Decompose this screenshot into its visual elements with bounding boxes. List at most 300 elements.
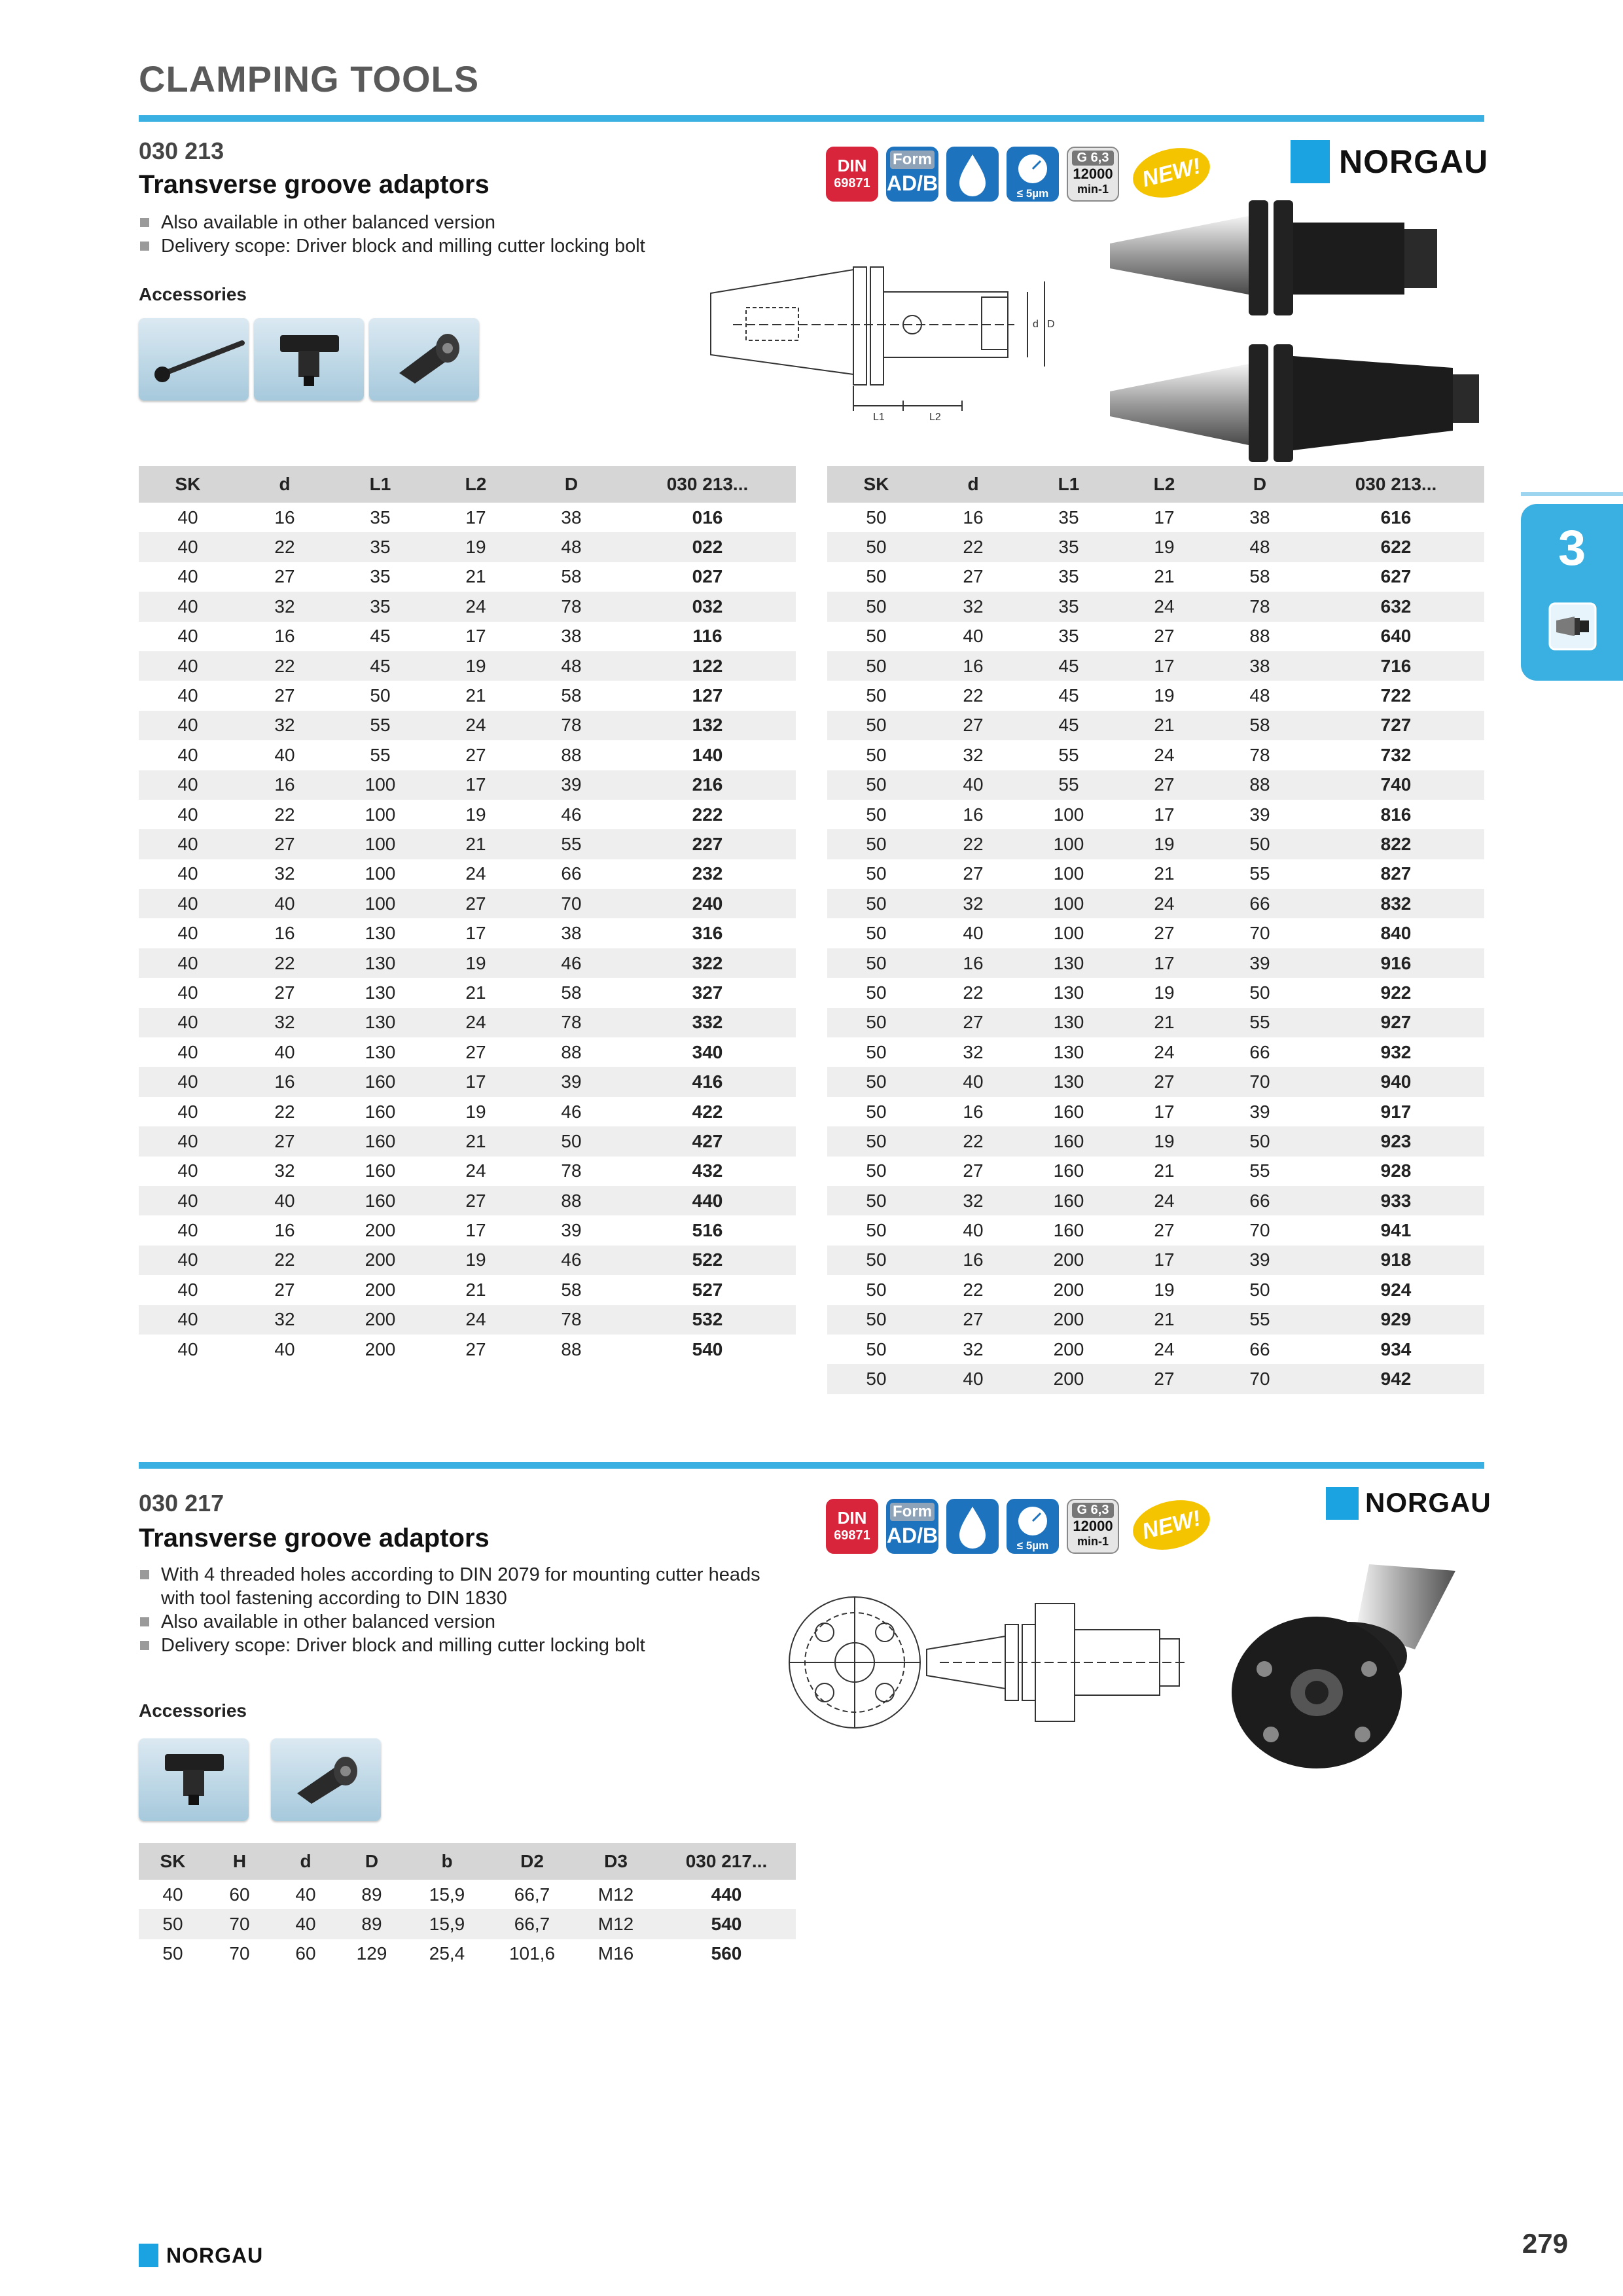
table-row — [827, 770, 1484, 800]
table-row — [827, 829, 1484, 859]
table-cell: 70 — [1212, 1364, 1308, 1393]
column-header: SK — [139, 466, 237, 503]
table-cell: 40 — [177, 923, 198, 944]
table-cell: 50 — [1249, 982, 1270, 1003]
table-cell: 70 — [1249, 923, 1270, 944]
table-cell: 40 — [237, 889, 332, 918]
table-cell: 17 — [465, 507, 486, 528]
driver-block-icon — [254, 318, 364, 401]
table-cell: 101,6 — [508, 1943, 556, 1964]
form-adb-badge — [886, 147, 938, 202]
table-cell: 130 — [332, 1008, 428, 1037]
table-cell: 40 — [139, 770, 237, 800]
table-cell: 50 — [827, 592, 925, 621]
order-code-cell: 227 — [619, 829, 796, 859]
table-cell: 40 — [162, 1884, 183, 1905]
order-code-cell: 727 — [1308, 711, 1484, 740]
order-code-cell: 929 — [1308, 1305, 1484, 1335]
order-code-cell: 632 — [1308, 592, 1484, 621]
table-cell: 21 — [465, 566, 486, 587]
table-cell: 24 — [1116, 889, 1212, 918]
column-header: SK — [139, 1843, 207, 1880]
table-cell: 40 — [177, 1041, 198, 1062]
table-row — [827, 1067, 1484, 1096]
section1-bullets — [139, 211, 728, 258]
order-code-cell: 422 — [692, 1101, 723, 1122]
table-cell: 160 — [332, 1186, 428, 1215]
table-cell: 40 — [139, 889, 237, 918]
page-number: 279 — [1522, 2228, 1568, 2259]
table-cell: 50 — [866, 507, 887, 528]
table-cell: 58 — [561, 982, 582, 1003]
table-cell: 55 — [1249, 1160, 1270, 1181]
table-row — [827, 859, 1484, 889]
table-cell: 40 — [177, 1220, 198, 1241]
table-cell: 27 — [237, 829, 332, 859]
table-cell: 35 — [370, 507, 391, 528]
order-code-cell: 316 — [692, 923, 723, 944]
table-cell: 60 — [295, 1943, 316, 1964]
order-code-cell: 427 — [619, 1126, 796, 1156]
table-cell: 27 — [925, 1305, 1021, 1335]
table-cell: 40 — [139, 1305, 237, 1335]
table-cell: 50 — [866, 923, 887, 944]
table-cell: 24 — [465, 863, 486, 884]
table-cell: 40 — [139, 651, 237, 681]
accessory-driver-block[interactable] — [139, 1738, 249, 1821]
table-cell: 50 — [827, 1246, 925, 1275]
table-row — [827, 562, 1484, 592]
column-header: D — [339, 1843, 404, 1880]
order-code-cell: 416 — [619, 1067, 796, 1096]
table-cell: 19 — [1116, 1126, 1212, 1156]
table-cell: 22 — [237, 1246, 332, 1275]
accessory-locking-bolt[interactable] — [271, 1738, 381, 1821]
section2-code: 030 217 — [139, 1490, 224, 1516]
table-cell: 27 — [465, 1338, 486, 1359]
table-cell: 16 — [963, 507, 984, 528]
table-cell: 160 — [1053, 1101, 1084, 1122]
table-cell: 19 — [428, 651, 524, 681]
column-header: 030 213... — [1308, 466, 1484, 503]
table-row — [827, 1305, 1484, 1335]
table-cell: 88 — [561, 1041, 582, 1062]
balance-line2: 12000 — [1073, 1518, 1113, 1534]
table-cell: 78 — [1212, 592, 1308, 621]
table-cell: 45 — [332, 651, 428, 681]
table-cell: 27 — [963, 566, 984, 587]
table-cell: 22 — [925, 532, 1021, 562]
table-cell: 55 — [1249, 863, 1270, 884]
table-row — [827, 651, 1484, 681]
balance-line1: G 6,3 — [1072, 151, 1114, 166]
table-cell: 70 — [524, 889, 619, 918]
table-cell: 50 — [162, 1943, 183, 1964]
dim-L1: L1 — [873, 412, 885, 423]
balance-line2: 12000 — [1073, 166, 1113, 182]
table-row — [827, 622, 1484, 651]
form-adb-badge — [886, 1499, 938, 1554]
table-cell: 19 — [428, 948, 524, 978]
order-code-cell: 027 — [692, 566, 723, 587]
table-cell: 160 — [1053, 1160, 1084, 1181]
table-cell: 160 — [1021, 1126, 1116, 1156]
section1-accessories-label: Accessories — [139, 284, 247, 304]
table-row — [139, 800, 796, 829]
table-row — [139, 503, 796, 532]
table-cell: 50 — [866, 685, 887, 706]
table-cell: 100 — [365, 804, 396, 825]
table-cell: 55 — [524, 829, 619, 859]
table-cell: 130 — [365, 982, 396, 1003]
section2-product-photo — [1219, 1558, 1467, 1780]
column-header: D3 — [575, 1843, 657, 1880]
table-cell: 32 — [925, 889, 1021, 918]
dim-d: d — [1033, 319, 1039, 330]
section1-code: 030 213 — [139, 137, 224, 164]
table-cell: 27 — [1154, 626, 1175, 647]
order-code-cell: 032 — [619, 592, 796, 621]
table-cell: 32 — [963, 744, 984, 765]
section1-title: Transverse groove adaptors — [139, 170, 490, 199]
footer-brand: NORGAU — [166, 2244, 264, 2267]
table-cell: 45 — [1058, 685, 1079, 706]
table-row — [139, 918, 796, 948]
table-cell: 40 — [963, 923, 984, 944]
table-cell: 100 — [1021, 829, 1116, 859]
table-cell: 40 — [925, 770, 1021, 800]
table-cell: 58 — [561, 566, 582, 587]
table-cell: 100 — [1053, 923, 1084, 944]
order-code-cell: 941 — [1380, 1220, 1412, 1241]
order-code-cell: 116 — [692, 626, 722, 647]
table-row — [139, 948, 796, 978]
table-cell: 70 — [1212, 1067, 1308, 1096]
order-code-cell: 022 — [619, 532, 796, 562]
table-row — [827, 592, 1484, 621]
table-cell: 38 — [561, 507, 582, 528]
table-cell: 50 — [524, 1126, 619, 1156]
table-header-row — [827, 466, 1484, 503]
table-cell: 15,9 — [404, 1909, 490, 1939]
table-cell: 50 — [827, 1186, 925, 1215]
table-cell: 16 — [925, 1246, 1021, 1275]
table-cell: 48 — [1212, 532, 1308, 562]
table-cell: 40 — [177, 1160, 198, 1181]
table-row — [139, 889, 796, 918]
order-code-cell: 522 — [619, 1246, 796, 1275]
column-header: D — [524, 466, 619, 503]
form-line1: Form — [890, 1503, 935, 1521]
order-code-cell: 516 — [692, 1220, 723, 1241]
section2-accessories-label: Accessories — [139, 1700, 247, 1721]
table-cell: 130 — [1021, 948, 1116, 978]
table-row — [139, 1215, 796, 1245]
table-cell: 200 — [332, 1305, 428, 1335]
table-row — [827, 889, 1484, 918]
table-cell: 130 — [365, 1041, 396, 1062]
table-row — [827, 918, 1484, 948]
table-cell: 66 — [1249, 1338, 1270, 1359]
table-cell: 32 — [237, 592, 332, 621]
table-cell: 16 — [274, 1220, 295, 1241]
header-rule — [139, 115, 1484, 122]
new-label: NEW! — [1139, 153, 1204, 192]
locking-bolt-icon — [271, 1738, 381, 1821]
table-cell: 50 — [827, 1067, 925, 1096]
table-cell: 27 — [274, 982, 295, 1003]
table-cell: 40 — [139, 532, 237, 562]
table-cell: 46 — [561, 804, 582, 825]
driver-block-icon — [139, 1738, 249, 1821]
table-cell: 58 — [561, 685, 582, 706]
table-cell: 88 — [1212, 770, 1308, 800]
table-cell: 19 — [465, 804, 486, 825]
order-code-cell: 827 — [1380, 863, 1412, 884]
table-cell: 35 — [1021, 592, 1116, 621]
order-code-cell: 722 — [1380, 685, 1412, 706]
table-cell: 66 — [1212, 1186, 1308, 1215]
table-cell: 39 — [1249, 804, 1270, 825]
table-cell: 21 — [1154, 566, 1175, 587]
table-cell: 16 — [274, 626, 295, 647]
table-cell: 100 — [365, 863, 396, 884]
brand-name: NORGAU — [1365, 1487, 1491, 1518]
table-cell: 130 — [1053, 982, 1084, 1003]
table-cell: 50 — [1249, 1279, 1270, 1300]
table-cell: 35 — [332, 532, 428, 562]
table-cell: 22 — [925, 1126, 1021, 1156]
table-cell: 50 — [827, 1126, 925, 1156]
table-cell: 16 — [963, 804, 984, 825]
table-cell: 22 — [274, 1101, 295, 1122]
table-cell: 40 — [274, 1338, 295, 1359]
table-cell: 19 — [465, 1101, 486, 1122]
chapter-tab[interactable] — [1521, 504, 1623, 681]
order-code-cell: 816 — [1380, 804, 1412, 825]
table-cell: 50 — [866, 982, 887, 1003]
table-row — [827, 800, 1484, 829]
order-code-cell: 016 — [692, 507, 723, 528]
order-code-cell: 917 — [1380, 1101, 1412, 1122]
column-header: SK — [827, 466, 925, 503]
table-cell: 40 — [139, 1246, 237, 1275]
table-cell: 32 — [963, 1041, 984, 1062]
table-row — [139, 562, 796, 592]
table-cell: 16 — [274, 923, 295, 944]
table-cell: 16 — [925, 651, 1021, 681]
table-cell: 70 — [207, 1909, 272, 1939]
table-cell: 50 — [1212, 1126, 1308, 1156]
table-cell: 50 — [370, 685, 391, 706]
table-cell: 50 — [827, 770, 925, 800]
table-cell: 46 — [524, 1246, 619, 1275]
table-cell: 39 — [1212, 1246, 1308, 1275]
table-cell: 100 — [332, 889, 428, 918]
table-cell: 40 — [295, 1884, 316, 1905]
accessory-wrench[interactable] — [139, 318, 249, 401]
table-row — [139, 1880, 796, 1909]
section1-bullet: Delivery scope: Driver block and milling cutter locking bolt — [139, 234, 728, 258]
table-cell: 55 — [332, 711, 428, 740]
table-cell: 38 — [561, 923, 582, 944]
table-row — [827, 1037, 1484, 1067]
table-row — [827, 681, 1484, 710]
table-cell: 58 — [561, 1279, 582, 1300]
table-row — [139, 770, 796, 800]
din-line1: DIN — [837, 156, 867, 175]
table-cell: 24 — [428, 1008, 524, 1037]
table-cell: 40 — [177, 744, 198, 765]
section2-title: Transverse groove adaptors — [139, 1524, 490, 1552]
table-cell: 200 — [1053, 1338, 1084, 1359]
order-code-cell: 340 — [692, 1041, 723, 1062]
table-row — [139, 1305, 796, 1335]
table-header-row — [139, 1843, 796, 1880]
table-cell: 27 — [428, 1186, 524, 1215]
order-code-cell: 924 — [1380, 1279, 1412, 1300]
table-cell: 48 — [524, 532, 619, 562]
order-code-cell: 327 — [692, 982, 723, 1003]
table-cell: 17 — [465, 626, 486, 647]
table-cell: 39 — [524, 1067, 619, 1096]
table-cell: 22 — [963, 685, 984, 706]
table-cell: 40 — [139, 1008, 237, 1037]
table-cell: 100 — [332, 829, 428, 859]
table-cell: 27 — [274, 1279, 295, 1300]
table-row — [139, 622, 796, 651]
table-cell: 46 — [524, 948, 619, 978]
table-cell: 40 — [237, 1186, 332, 1215]
table-cell: 27 — [237, 1126, 332, 1156]
table-row — [827, 1186, 1484, 1215]
table-cell: 19 — [1116, 829, 1212, 859]
table-cell: 200 — [1021, 1364, 1116, 1393]
table-cell: 50 — [827, 532, 925, 562]
column-header: b — [404, 1843, 490, 1880]
table-cell: 48 — [1249, 685, 1270, 706]
table-cell: 24 — [1154, 1041, 1175, 1062]
table-cell: 19 — [428, 1246, 524, 1275]
table-cell: 66,7 — [514, 1884, 550, 1905]
table-cell: 19 — [1116, 532, 1212, 562]
table-cell: 40 — [177, 1101, 198, 1122]
table-cell: 17 — [1116, 948, 1212, 978]
table-cell: 88 — [561, 1338, 582, 1359]
table-row — [139, 978, 796, 1007]
table-cell: M16 — [597, 1943, 634, 1964]
table-cell: 46 — [561, 1101, 582, 1122]
accessory-locking-bolt[interactable] — [369, 318, 479, 401]
table-cell: 27 — [1154, 1220, 1175, 1241]
table-row — [139, 681, 796, 710]
table-row — [139, 651, 796, 681]
section2-bullets — [139, 1563, 767, 1657]
column-header: 030 213... — [619, 466, 796, 503]
table-cell: 50 — [1212, 829, 1308, 859]
table-cell: 40 — [177, 804, 198, 825]
column-header: d — [237, 466, 332, 503]
table-row — [827, 1126, 1484, 1156]
accessory-driver-block[interactable] — [254, 318, 364, 401]
table-cell: 50 — [866, 1101, 887, 1122]
section2-bullet: With 4 threaded holes according to DIN 2079 for mounting cutter heads with tool fastening according to DIN 1830 — [139, 1563, 767, 1610]
order-code-cell: 322 — [619, 948, 796, 978]
table-cell: 24 — [465, 1160, 486, 1181]
table-cell: 40 — [139, 711, 237, 740]
table-row — [827, 711, 1484, 740]
table-cell: 55 — [370, 744, 391, 765]
order-code-cell: 616 — [1380, 507, 1412, 528]
form-line2: AD/B — [886, 171, 938, 195]
table-cell: 16 — [925, 948, 1021, 978]
order-code-cell: 922 — [1380, 982, 1412, 1003]
table-cell: 27 — [1116, 1067, 1212, 1096]
table-cell: 160 — [365, 1101, 396, 1122]
table-cell: 129 — [356, 1943, 387, 1964]
order-code-cell: 240 — [619, 889, 796, 918]
table-cell: 66 — [561, 863, 582, 884]
table-cell: 16 — [237, 1067, 332, 1096]
table-row — [827, 948, 1484, 978]
table-cell: 50 — [866, 863, 887, 884]
table-cell: 16 — [963, 1101, 984, 1122]
table-cell: 24 — [1154, 744, 1175, 765]
table-cell: 39 — [1212, 948, 1308, 978]
table-cell: 40 — [925, 1067, 1021, 1096]
table-cell: 50 — [827, 651, 925, 681]
table-cell: 88 — [1249, 626, 1270, 647]
table-cell: 21 — [1116, 1305, 1212, 1335]
table-row — [827, 1275, 1484, 1304]
table-cell: 50 — [139, 1909, 207, 1939]
table-row — [827, 1097, 1484, 1126]
order-code-cell: 932 — [1380, 1041, 1412, 1062]
table-cell: 55 — [1212, 1008, 1308, 1037]
table-cell: 50 — [866, 804, 887, 825]
column-header: d — [925, 466, 1021, 503]
column-header: D2 — [490, 1843, 575, 1880]
wrench-icon — [139, 318, 249, 401]
table-row — [827, 1008, 1484, 1037]
table-cell: 24 — [1154, 1338, 1175, 1359]
table-cell: 24 — [1116, 1186, 1212, 1215]
table-cell: 50 — [866, 744, 887, 765]
table-cell: 25,4 — [429, 1943, 465, 1964]
table-cell: 78 — [524, 1305, 619, 1335]
table-cell: 50 — [827, 948, 925, 978]
footer-logo-box — [139, 2244, 158, 2267]
table-cell: 21 — [428, 829, 524, 859]
table-row — [139, 711, 796, 740]
table-cell: 40 — [177, 566, 198, 587]
order-code-cell: 918 — [1308, 1246, 1484, 1275]
column-header: L1 — [332, 466, 428, 503]
table-cell: 200 — [1021, 1305, 1116, 1335]
table-cell: 17 — [1116, 1246, 1212, 1275]
form-line2: AD/B — [886, 1524, 938, 1547]
table-cell: 200 — [365, 1338, 396, 1359]
table-cell: 50 — [827, 889, 925, 918]
table-cell: 50 — [827, 829, 925, 859]
table-header-row — [139, 466, 796, 503]
table-cell: 22 — [963, 982, 984, 1003]
table-cell: 32 — [963, 1338, 984, 1359]
column-header: 030 217... — [657, 1843, 796, 1880]
table-cell: 89 — [361, 1884, 382, 1905]
column-header: L2 — [1116, 466, 1212, 503]
table-cell: 40 — [177, 982, 198, 1003]
